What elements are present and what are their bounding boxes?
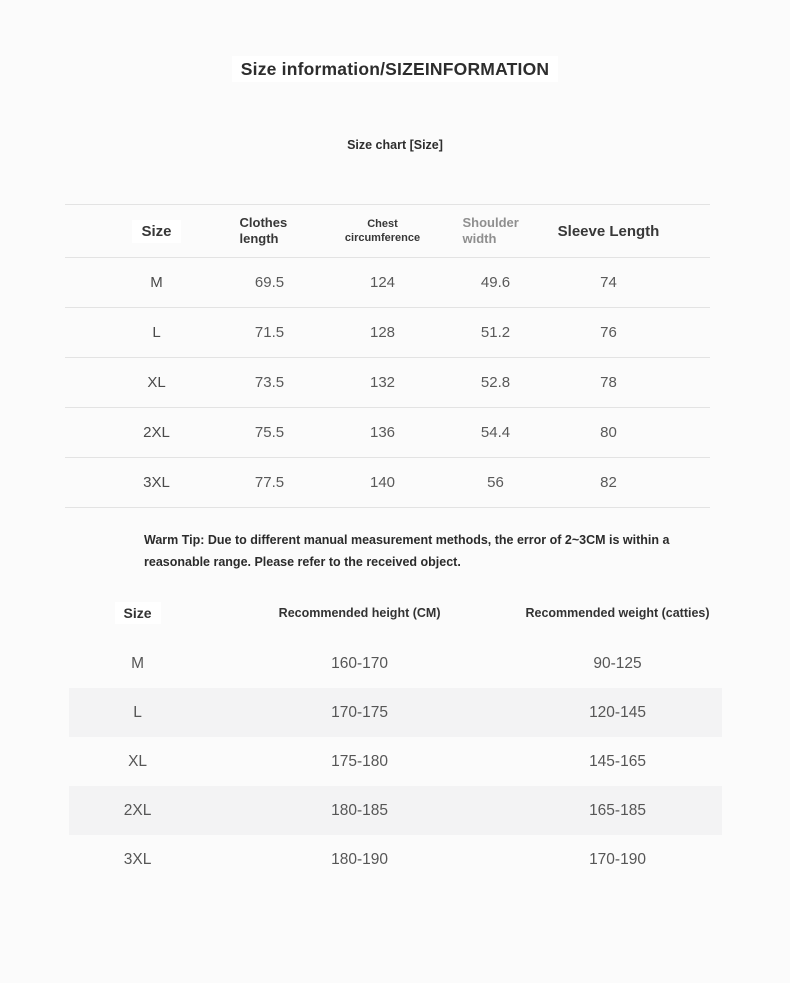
cell-recommended-weight: 165-185 [589,801,646,819]
fit-table-row-3xl [69,835,722,884]
cell-chest-circumference: 140 [369,474,396,491]
warm-tip-note: Warm Tip: Due to different manual measurement methods, the error of 2~3CM is within a reasonable range. Please refer to the received object. [144,533,670,569]
cell-chest-circumference: 124 [369,274,396,291]
size-chart-row-l [65,308,710,358]
size-chart-table [65,204,710,508]
header-shoulder-width-label: Shoulder width [462,215,519,246]
cell-size: 3XL [123,850,152,868]
header-chest-circumference [326,217,439,245]
fit-table-header-row [69,587,722,639]
fit-recommendation-table [69,587,722,884]
cell-sleeve-length: 80 [600,424,617,441]
cell-clothes-length: 75.5 [254,424,285,441]
cell-sleeve-length: 74 [600,274,617,291]
cell-chest-circumference: 132 [369,374,396,391]
cell-chest-circumference: 136 [369,424,396,441]
header-clothes-length-label: Clothes length [239,215,288,246]
cell-size: XL [128,752,148,770]
cell-shoulder-width: 54.4 [480,424,511,441]
cell-size: 2XL [123,801,152,819]
cell-sleeve-length: 76 [600,324,617,341]
fit-table-row-xl [69,737,722,786]
cell-size: L [152,324,161,341]
page-title [0,55,790,83]
size-chart-row-m [65,258,710,308]
header-shoulder-width [439,215,552,247]
cell-shoulder-width: 52.8 [480,374,511,391]
header-recommended-weight: Recommended weight (catties) [525,606,710,620]
cell-size: 3XL [143,474,170,491]
cell-size: M [150,274,163,291]
cell-chest-circumference: 128 [369,324,396,341]
cell-recommended-height: 175-180 [331,752,389,770]
cell-shoulder-width: 51.2 [480,324,511,341]
header-size-label: Size [115,602,161,624]
size-chart-row-2xl [65,408,710,458]
fit-table-row-m [69,639,722,688]
header-chest-circumference-label: Chest circumference [344,218,421,244]
cell-recommended-weight: 170-190 [589,850,646,868]
size-chart-header-row [65,205,710,258]
fit-table-row-2xl [69,786,722,835]
cell-shoulder-width: 56 [487,474,504,491]
cell-recommended-weight: 145-165 [589,752,646,770]
cell-sleeve-length: 78 [600,374,617,391]
fit-table-row-l [69,688,722,737]
cell-recommended-weight: 120-145 [589,703,646,721]
header-size [100,223,213,240]
header-sleeve-length [552,223,665,240]
header-size-label: Size [132,220,180,243]
cell-clothes-length: 73.5 [254,374,285,391]
cell-shoulder-width: 49.6 [480,274,511,291]
cell-size: 2XL [143,424,170,441]
cell-recommended-height: 170-175 [331,703,389,721]
page-title-text: Size information/SIZEINFORMATION [232,56,558,82]
size-chart-heading: Size chart [Size] [347,138,443,152]
header-sleeve-length-label: Sleeve Length [557,222,660,240]
size-chart-row-3xl [65,458,710,508]
cell-clothes-length: 69.5 [254,274,285,291]
cell-recommended-height: 160-170 [331,654,389,672]
header-size [69,605,206,621]
cell-size: XL [147,374,166,391]
header-clothes-length [213,215,326,247]
size-chart-row-xl [65,358,710,408]
cell-clothes-length: 77.5 [254,474,285,491]
cell-clothes-length: 71.5 [254,324,285,341]
size-information-page [0,55,790,983]
cell-size: L [133,703,142,721]
cell-size: M [131,654,145,672]
header-recommended-height: Recommended height (CM) [278,606,441,620]
cell-recommended-weight: 90-125 [593,654,642,672]
cell-sleeve-length: 82 [600,474,617,491]
cell-recommended-height: 180-190 [331,850,389,868]
cell-recommended-height: 180-185 [331,801,389,819]
